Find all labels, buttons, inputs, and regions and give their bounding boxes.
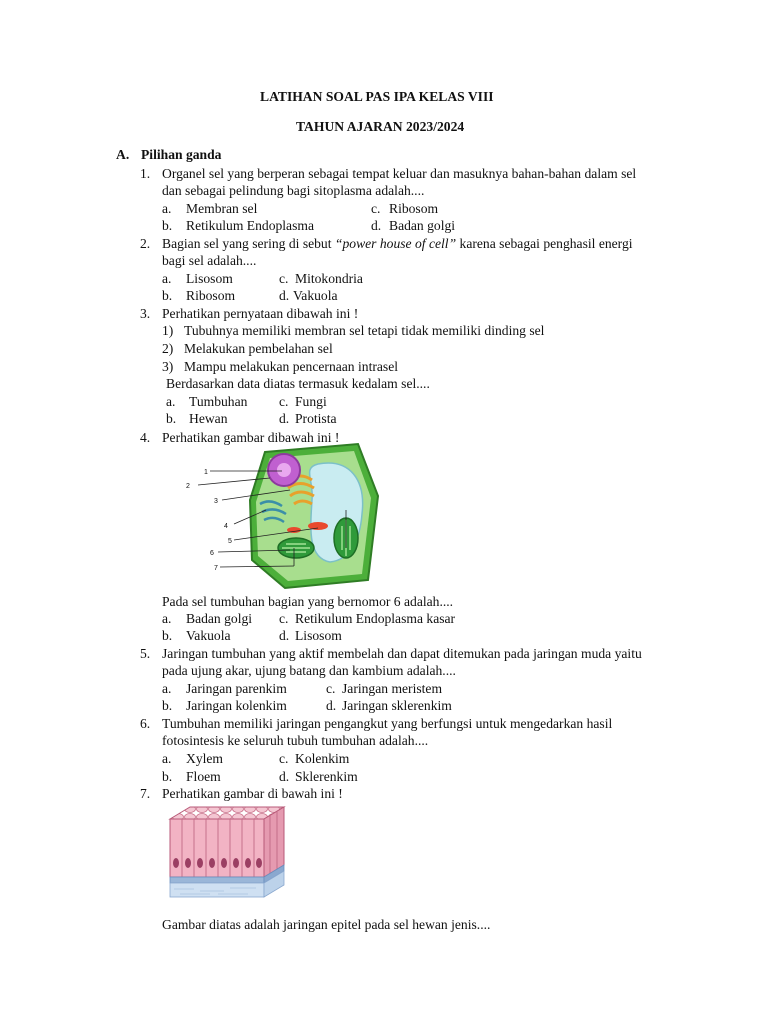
q1-option-b-letter: b.: [162, 218, 173, 233]
q4-option-d: Lisosom: [295, 628, 342, 643]
q5-text-line2: pada ujung akar, ujung batang dan kambium adalah....: [162, 663, 456, 678]
connective-tissue: [170, 883, 264, 897]
q1-option-c-letter: c.: [371, 201, 381, 216]
q6-option-b-letter: b.: [162, 769, 173, 784]
q3-option-c-letter: c.: [279, 394, 289, 409]
cell-nucleus: [233, 858, 239, 868]
q3-statement-3: Mampu melakukan pencernaan intrasel: [184, 359, 399, 374]
q5-option-a-letter: a.: [162, 681, 172, 696]
q6-text-line2: fotosintesis ke seluruh tubuh tumbuhan adalah....: [162, 733, 429, 748]
q4-text-line1: Perhatikan gambar dibawah ini !: [162, 430, 340, 445]
q6-option-b: Floem: [186, 769, 221, 784]
q2-option-a-letter: a.: [162, 271, 172, 286]
q5-option-b: Jaringan kolenkim: [186, 698, 287, 713]
q5-option-d-letter: d.: [326, 698, 337, 713]
q4-option-b: Vakuola: [186, 628, 231, 643]
q6-number: 6.: [140, 716, 151, 731]
q1-text-line1: Organel sel yang berperan sebagai tempat keluar dan masuknya bahan-bahan dalam sel: [162, 166, 637, 181]
q2-option-d: Vakuola: [293, 288, 338, 303]
q2-option-d-letter: d.: [279, 288, 290, 303]
cell-nucleus: [185, 858, 191, 868]
q3-option-d-letter: d.: [279, 411, 290, 426]
q1-option-a: Membran sel: [186, 201, 258, 216]
q5-number: 5.: [140, 646, 151, 661]
q2-number: 2.: [140, 236, 151, 251]
nucleolus: [277, 463, 291, 477]
page-title: LATIHAN SOAL PAS IPA KELAS VIII: [260, 89, 494, 104]
q4-option-d-letter: d.: [279, 628, 290, 643]
q3-number: 3.: [140, 306, 151, 321]
epithelial-tissue-figure: [160, 805, 292, 915]
q2-text-line2: bagi sel adalah....: [162, 253, 257, 268]
q6-option-d-letter: d.: [279, 769, 290, 784]
q6-option-a: Xylem: [186, 751, 223, 766]
q2-option-b-letter: b.: [162, 288, 173, 303]
q2-option-c-letter: c.: [279, 271, 289, 286]
q5-option-b-letter: b.: [162, 698, 173, 713]
q7-number: 7.: [140, 786, 151, 801]
section-letter: A.: [116, 147, 130, 162]
label-2: 2: [186, 483, 190, 490]
q4-option-a-letter: a.: [162, 611, 172, 626]
label-1: 1: [204, 469, 208, 476]
q3-option-a: Tumbuhan: [189, 394, 248, 409]
q6-option-d: Sklerenkim: [295, 769, 358, 784]
q4-option-b-letter: b.: [162, 628, 173, 643]
q2-option-c: Mitokondria: [295, 271, 363, 286]
q6-text-line1: Tumbuhan memiliki jaringan pengangkut yang berfungsi untuk mengedarkan hasil: [162, 716, 613, 731]
q1-option-b: Retikulum Endoplasma: [186, 218, 314, 233]
q1-option-c: Ribosom: [389, 201, 439, 216]
cell-nucleus: [173, 858, 179, 868]
q4-option-a: Badan golgi: [186, 611, 253, 626]
q1-option-d-letter: d.: [371, 218, 382, 233]
chloroplast: [278, 538, 314, 558]
cell-nucleus: [209, 858, 215, 868]
cell-nucleus: [245, 858, 251, 868]
q3-statement-1-num: 1): [162, 323, 174, 338]
q7-question: Gambar diatas adalah jaringan epitel pada sel hewan jenis....: [162, 917, 491, 932]
label-7: 7: [214, 565, 218, 572]
tissue-front-cells: [170, 819, 264, 877]
q5-option-a: Jaringan parenkim: [186, 681, 287, 696]
cell-nucleus: [256, 858, 262, 868]
q6-option-a-letter: a.: [162, 751, 172, 766]
q3-option-b-letter: b.: [166, 411, 177, 426]
q3-statement-2-num: 2): [162, 341, 174, 356]
label-4: 4: [224, 523, 228, 530]
q7-text-line1: Perhatikan gambar di bawah ini !: [162, 786, 343, 801]
q3-question: Berdasarkan data diatas termasuk kedalam sel....: [166, 376, 430, 391]
q3-text-line1: Perhatikan pernyataan dibawah ini !: [162, 306, 359, 321]
q4-question: Pada sel tumbuhan bagian yang bernomor 6 adalah....: [162, 594, 454, 609]
q3-statement-1: Tubuhnya memiliki membran sel tetapi tidak memiliki dinding sel: [184, 323, 545, 338]
page-subtitle: TAHUN AJARAN 2023/2024: [296, 119, 465, 134]
cell-nucleus: [197, 858, 203, 868]
q3-option-d: Protista: [295, 411, 337, 426]
q3-statement-2: Melakukan pembelahan sel: [184, 341, 333, 356]
q2-option-b: Ribosom: [186, 288, 236, 303]
q5-option-c: Jaringan meristem: [342, 681, 443, 696]
q3-option-b: Hewan: [189, 411, 228, 426]
q3-statement-3-num: 3): [162, 359, 174, 374]
q4-number: 4.: [140, 430, 151, 445]
q5-text-line1: Jaringan tumbuhan yang aktif membelah dan dapat ditemukan pada jaringan muda yaitu: [162, 646, 642, 661]
cell-nucleus: [221, 858, 227, 868]
plant-cell-figure: [186, 440, 400, 592]
q1-text-line2: dan sebagai pelindung bagi sitoplasma adalah....: [162, 183, 425, 198]
q2-option-a: Lisosom: [186, 271, 233, 286]
q2-text-line1: Bagian sel yang sering di sebut “power house of cell” karena sebagai penghasil energi: [162, 236, 633, 251]
label-6: 6: [210, 550, 214, 557]
label-5: 5: [228, 538, 232, 545]
q1-option-d: Badan golgi: [389, 218, 456, 233]
q5-option-c-letter: c.: [326, 681, 336, 696]
q4-option-c-letter: c.: [279, 611, 289, 626]
q4-option-c: Retikulum Endoplasma kasar: [295, 611, 456, 626]
q1-option-a-letter: a.: [162, 201, 172, 216]
label-3: 3: [214, 498, 218, 505]
section-title: Pilihan ganda: [141, 147, 222, 162]
q6-option-c: Kolenkim: [295, 751, 350, 766]
q1-number: 1.: [140, 166, 151, 181]
q5-option-d: Jaringan sklerenkim: [342, 698, 452, 713]
q3-option-a-letter: a.: [166, 394, 176, 409]
q3-option-c: Fungi: [295, 394, 327, 409]
q6-option-c-letter: c.: [279, 751, 289, 766]
basement-membrane: [170, 877, 264, 883]
